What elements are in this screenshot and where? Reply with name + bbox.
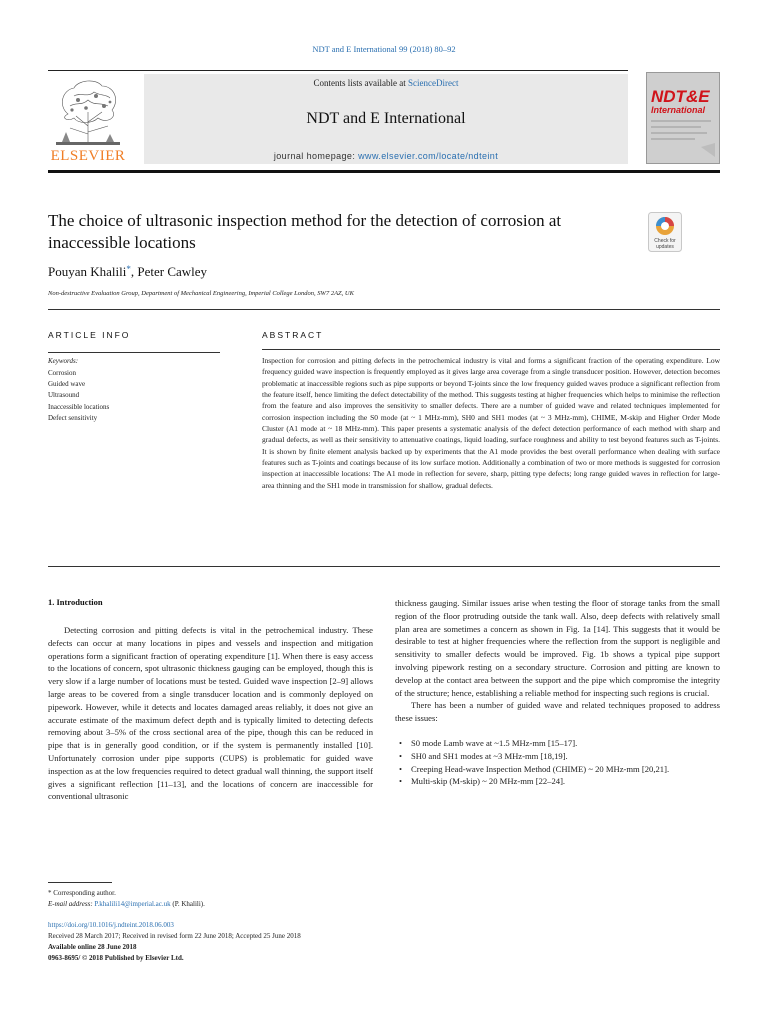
corresponding-author-note: * Corresponding author. — [48, 889, 116, 897]
affiliation: Non-destructive Evaluation Group, Department of Mechanical Engineering, Imperial College London, SW7 2AZ, UK — [48, 290, 354, 297]
keywords-label: Keywords: — [48, 357, 79, 365]
abstract-bottom-rule — [48, 566, 720, 567]
available-online: Available online 28 June 2018 — [48, 943, 137, 951]
email-link[interactable]: P.khalili14@imperial.ac.uk — [94, 900, 171, 908]
list-item: • Multi-skip (M-skip) ~ 20 MHz-mm [22–24]. — [395, 775, 720, 788]
keyword-item: Corrosion — [48, 369, 76, 377]
affiliation-rule — [48, 309, 720, 310]
keyword-item: Inaccessible locations — [48, 402, 110, 411]
article-meta — [48, 920, 301, 964]
technique-list — [395, 737, 720, 788]
abstract-text: Inspection for corrosion and pitting defects in the petrochemical industry is vital and forms a significant fraction of the operating expenditure. Low frequency guided wave inspection is frequently employed as it gives large area coverage from a single transducer position. However, detection becomes problematic at inaccessible regions such as pipe supports or beyond T-joints since the low frequency guided waves produce a significant reflection from the feature itself, hence limiting the defect detectability of the method. This suggests testing at higher frequencies which helps to minimise the reflection from the feature and also improves the sensitivity to smaller defects. There are a number of guided wave and related techniques implemented for corrosion inspection including the S0 mode (at ~ 1 MHz-mm), SH0 and SH1 modes (at ~ 3 MHz-mm), CHIME, M-skip and Higher Order Mode Cluster (A1 mode at ~ 18 MHz-mm). This paper presents a systematic analysis of the defect detection performance of each method with sharp and gradual defects, as well as their sensitivity to attenuative coatings, liquid loading, surface roughness and ability to test beyond features such as T-joints. It is shown by finite element analysis backed up by experiments that the A1 mode provides the best overall performance when dealing with surface features such as T-joints and coatings because of its low surface motion. Additionally a combination of two or more methods is suggested for corrosion inspection at inaccessible locations: The A1 mode in reflection for severe, sharp, pitting type defects; long range guided waves in reflection for large-area thinning and the SH1 mode in transmission for shallow, gradual defects. — [262, 356, 720, 490]
article-info-heading: ARTICLE INFO — [48, 330, 131, 340]
list-item: • S0 mode Lamb wave at ~1.5 MHz-mm [15–17]. — [395, 737, 720, 750]
article-title: The choice of ultrasonic inspection method for the detection of corrosion at inaccessible locations — [48, 211, 562, 252]
header-thick-rule — [48, 170, 720, 173]
keyword-item: Defect sensitivity — [48, 413, 98, 422]
homepage-link[interactable]: www.elsevier.com/locate/ndteint — [358, 151, 499, 161]
svg-text:updates: updates — [656, 244, 674, 250]
keyword-item: Ultrasound — [48, 391, 80, 400]
check-for-updates-icon[interactable] — [648, 212, 682, 252]
journal-name: NDT and E International — [306, 110, 466, 127]
header-top-rule — [48, 70, 628, 71]
cover-title: NDT&E — [651, 87, 710, 106]
body-paragraph: thickness gauging. Similar issues arise when testing the floor of storage tanks from the small region of the floor protruding outside the tank wall. Also, deep defects with relatively small plan area are sometimes a concern as shown in Fig. 1a [14]. This suggests that it would be desirable to test at higher frequencies where the reflection from the support is negligible and sensitivity to smaller defects would be improved. Fig. 1b shows a typical pipe support involving pipework resting on a secondary structure. Corrosion and pitting are known to develop at the contact area between the support and the pipe which compromise the integrity of the structure; hence, establishing a reliable method for inspecting such regions is crucial. — [395, 598, 720, 698]
body-paragraph: There has been a number of guided wave and related techniques proposed to address these issues: — [395, 700, 720, 724]
received-dates: Received 28 March 2017; Received in revised form 22 June 2018; Accepted 25 June 2018 — [48, 932, 301, 940]
sciencedirect-link[interactable]: ScienceDirect — [408, 78, 459, 88]
body-column-right — [395, 597, 720, 788]
keyword-item: Guided wave — [48, 380, 86, 389]
journal-cover-thumbnail[interactable] — [646, 72, 720, 164]
body-paragraph: Detecting corrosion and pitting defects is vital in the petrochemical industry. These defects can occur at many locations in pipes and vessels and inspection and mitigation operations form a significant fraction of operating expenditure [1]. When there is easy access to the locations of concern, spot ultrasonic thickness gauging can be employed, though this is very slow if a large number of locations must be tested. Guided wave inspection [2–9] allows large areas to be covered from a single transducer location and is commonly deployed on pipework. However, while it detects and locates damaged areas reliably, it does not give an accurate estimate of the maximum defect depth and is typically limited to detecting defects removing about 3–5% of the cross sectional area of the pipe, though this can be reduced in pipe that is in generally good condition, or if the system is permanently installed [10]. Unfortunately corrosion under pipe supports (CUPS) is problematic for guided wave inspection as at the low frequencies required to detect gradual wall thinning, the support itself gives a significant reflection [11–13], and the locations of concern are inaccessible for conventional ultrasonic — [48, 625, 373, 802]
homepage-line: journal homepage: www.elsevier.com/locate/ndteint — [273, 151, 499, 161]
contents-line: Contents lists available at ScienceDirect — [313, 78, 459, 88]
abstract-rule — [262, 349, 720, 350]
article-info-rule — [48, 352, 220, 353]
doi-link[interactable]: https://doi.org/10.1016/j.ndteint.2018.06.003 — [48, 921, 174, 929]
copyright: 0963-8695/ © 2018 Published by Elsevier Ltd. — [48, 954, 184, 962]
footnote-rule — [48, 882, 112, 883]
svg-text:Check for: Check for — [654, 238, 676, 244]
abstract-heading: ABSTRACT — [262, 330, 324, 340]
cover-subtitle: International — [651, 105, 706, 115]
corresponding-author-marker[interactable]: * — [126, 264, 131, 274]
list-item: • Creeping Head-wave Inspection Method (CHIME) ~ 20 MHz-mm [20,21]. — [395, 763, 720, 776]
cover-decoration — [651, 117, 715, 157]
email-note: E-mail address: P.khalili14@imperial.ac.uk (P. Khalili). — [48, 900, 205, 908]
keyword-list — [48, 368, 109, 424]
footnotes — [48, 888, 205, 910]
elsevier-wordmark: ELSEVIER — [50, 148, 126, 164]
list-item: • SH0 and SH1 modes at ~3 MHz-mm [18,19]. — [395, 750, 720, 763]
author-list: Pouyan Khalili*, Peter Cawley — [48, 264, 208, 279]
journal-citation[interactable]: NDT and E International 99 (2018) 80–92 — [312, 44, 456, 54]
body-column-left — [48, 624, 373, 803]
section-heading-introduction: 1. Introduction — [48, 597, 103, 607]
